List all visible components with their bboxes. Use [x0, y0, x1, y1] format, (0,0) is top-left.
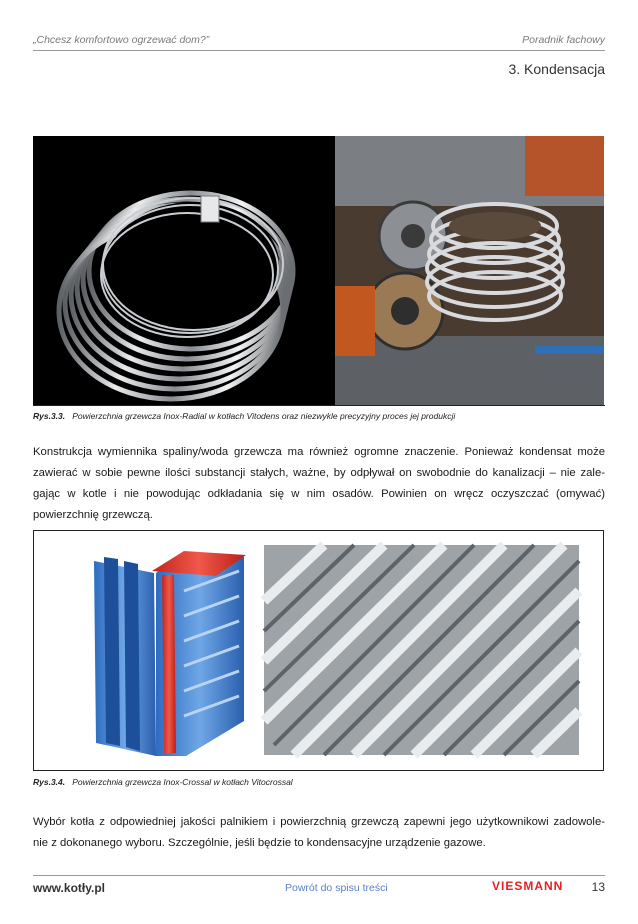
page-number: 13 [591, 880, 605, 894]
figure2-caption-label: Rys.3.4. [33, 777, 66, 787]
paragraph-line: nie z dokonanego wyboru. Szczególnie, jeśli będzie to kondensacyjne urządzenie gazowe. [33, 837, 486, 849]
paragraph-line: Konstrukcja wymiennika spaliny/woda grzewcza ma również ogromne znaczenie. Ponieważ kondensat może [33, 446, 605, 458]
figure1-caption-label: Rys.3.3. [33, 411, 66, 421]
figure-inox-crossal [33, 530, 604, 771]
figure-inox-radial [33, 136, 604, 405]
figure2-caption [33, 777, 293, 787]
paragraph-line: zawierać w sobie pewne ilości substancji stałych, ważne, by odpływał on swobodnie do kanalizacji – nie zale- [33, 467, 605, 479]
exchanger-model [94, 551, 246, 756]
paragraph-line: Wybór kotła z odpowiedniej jakości palnikiem i powierzchnią grzewczą zapewni jego użytkownikowi zadowole- [33, 816, 605, 828]
paragraph-line: powierzchnię grzewczą. [33, 509, 153, 521]
header-guide-label: Poradnik fachowy [522, 34, 605, 46]
figure1-caption [33, 411, 455, 421]
viessmann-logo: VIESMANN [492, 879, 564, 893]
header-divider [33, 50, 605, 51]
header-document-title: „Chcesz komfortowo ogrzewać dom?” [33, 34, 210, 46]
production-photo [335, 136, 604, 405]
paragraph-boiler-choice [33, 812, 605, 854]
footer-website[interactable]: www.kotły.pl [33, 881, 106, 895]
paragraph-heat-exchanger [33, 442, 605, 526]
toc-link[interactable]: Powrót do spisu treści [285, 882, 388, 894]
footer-divider [33, 875, 605, 876]
figure1-caption-text: Powierzchnia grzewcza Inox-Radial w kotłach Vitodens oraz niezwykle precyzyjny proces jej produkcji [72, 411, 456, 421]
figure1-bottom-rule [33, 405, 605, 406]
section-title: 3. Kondensacja [508, 61, 605, 77]
crossal-illustrations [34, 531, 603, 770]
figure2-caption-text: Powierzchnia grzewcza Inox-Crossal w kotłach Vitocrossal [72, 777, 293, 787]
paragraph-line: gając w kotle i nie powodując odkładania się w nim osadów. Powinien on wręcz oczyszczać (omywać) [33, 488, 605, 500]
metal-surface-photo [264, 545, 579, 755]
coil-photo [33, 136, 335, 405]
